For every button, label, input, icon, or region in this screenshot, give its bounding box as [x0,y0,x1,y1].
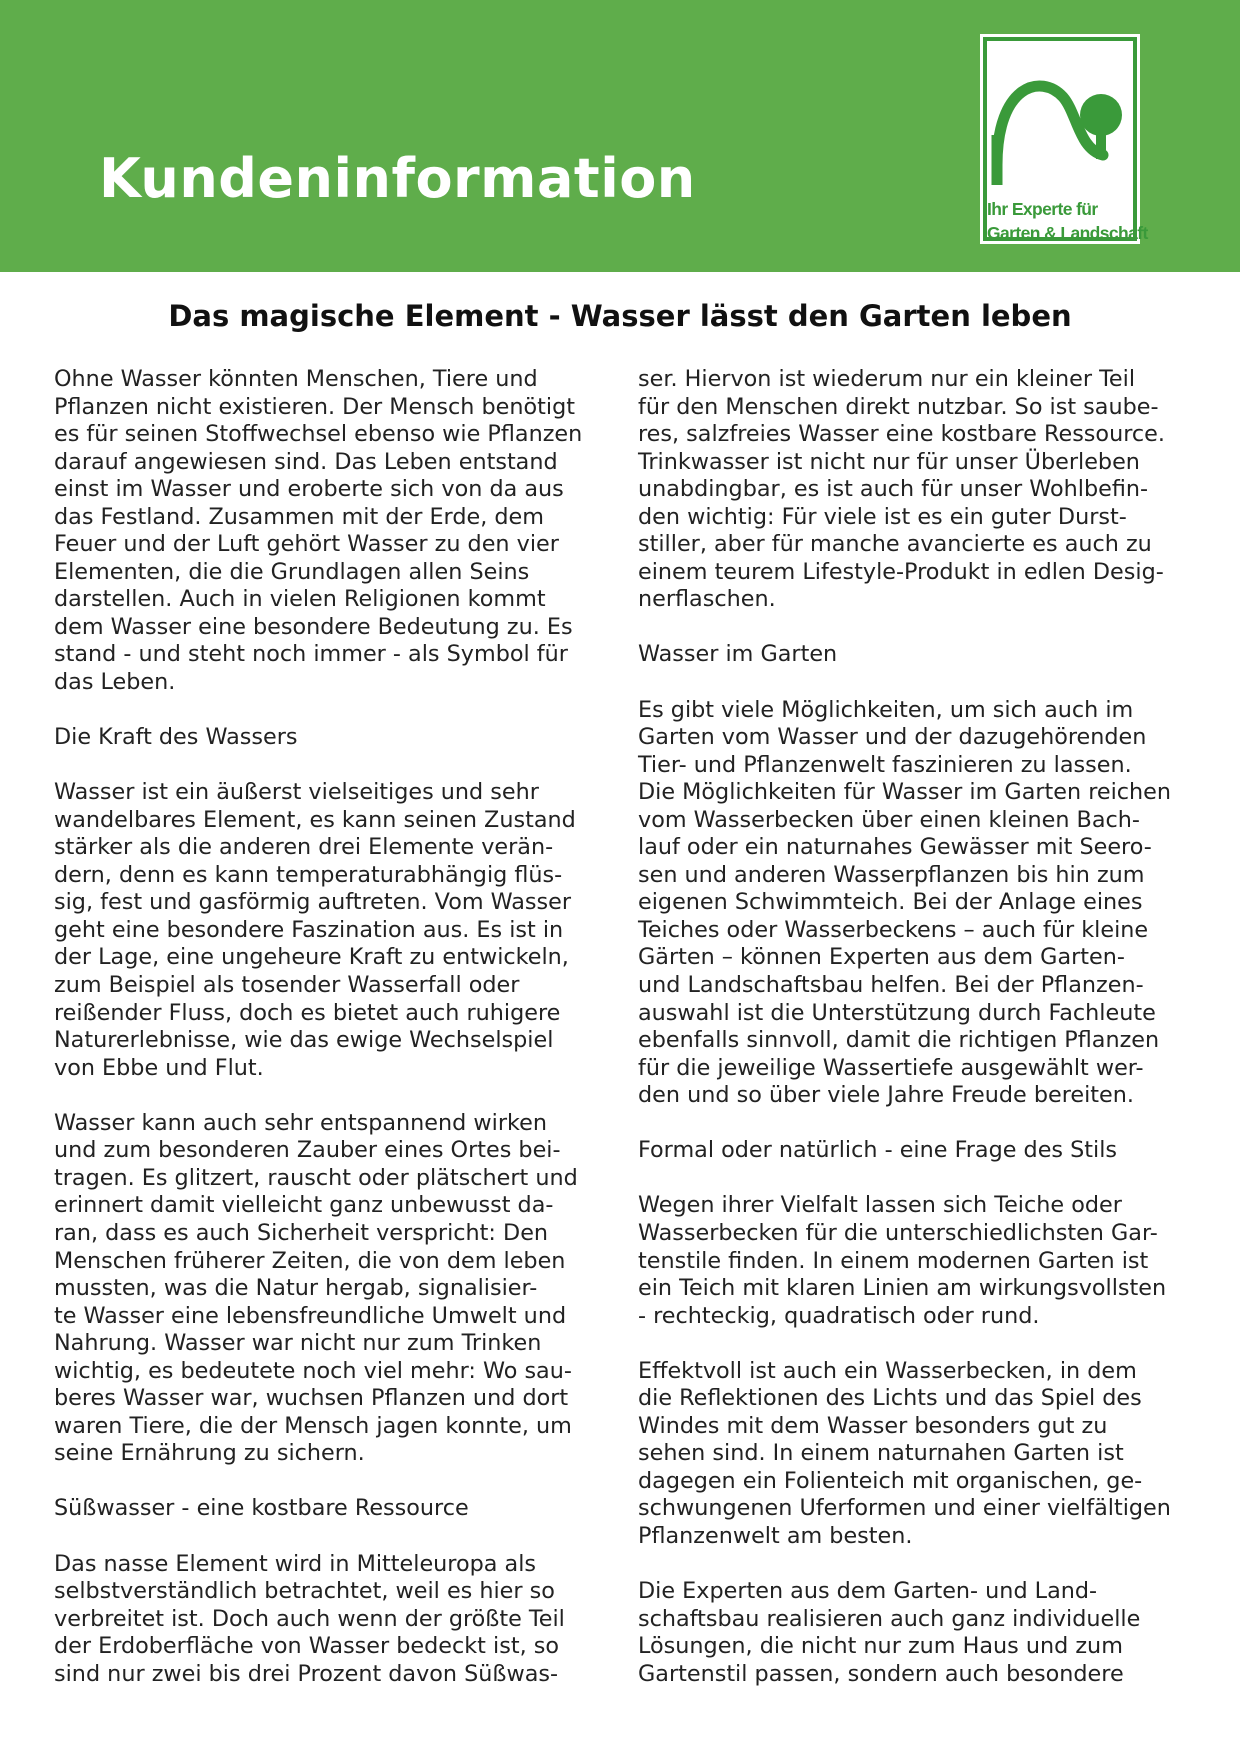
logo-tagline-line2: Garten & Landschaft [987,223,1148,243]
subheading-suesswasser: Süßwasser - eine kostbare Ressource [54,1495,469,1522]
subheading-kraft: Die Kraft des Wassers [54,724,298,751]
article-headline: Das magische Element - Wasser lässt den Garten leben [168,299,1072,333]
logo-frame [983,37,1148,243]
paragraph-garten: Es gibt viele Möglichkeiten, um sich auch im Garten vom Wasser und der dazugehörenden Tier- und Pflanzenwelt faszinieren zu lassen. Die Möglichkeiten für Wasser im Garten reichen vom Wasserbecken über einen kleinen Bach- lauf oder ein naturnahes Gewässer mit Seero- sen und anderen Wasserpflanzen bis hin zum eigenen Schwimmteich. Bei der Anlage eines Teiches oder Wasserbeckens – auch für kleine Gärten – können Experten aus dem Garten- und Landschaftsbau helfen. Bei der Pflanzen- auswahl ist die Unterstützung durch Fachleute ebenfalls sinnvoll, damit die richtigen Pflanzen für die jeweilige Wassertiefe ausgewählt wer- den und so über viele Jahre Freude bereiten. [638,696,1172,1109]
paragraph-suesswasser-cont: ser. Hiervon ist wiederum nur ein kleiner Teil für den Menschen direkt nutzbar. So ist saube- res, salzfreies Wasser eine kostbare Ressource. Trinkwasser ist nicht nur für unser Überleben unabdingbar, es ist auch für unser Wohlbefin- den wichtig: Für viele ist es ein guter Durst- stiller, aber für manche avancierte es auch zu einem teurem Lifestyle-Produkt in edlen Desig- nerflaschen. [638,366,1165,613]
header-band [0,0,1240,272]
subheading-garten: Wasser im Garten [638,641,838,668]
paragraph-kraft: Wasser ist ein äußerst vielseitiges und sehr wandelbares Element, es kann seinen Zustand stärker als die anderen drei Elemente verän- dern, denn es kann temperaturabhängig flüs- sig, fest und gasförmig auftreten. Vom Wasser geht eine besondere Faszination aus. Es ist in der Lage, eine ungeheure Kraft zu entwickeln, zum Beispiel als tosender Wasserfall oder reißender Fluss, doch es bietet auch ruhigere Naturerlebnisse, wie das ewige Wechselspiel von Ebbe und Flut. [54,779,576,1081]
paragraph-effektvoll: Effektvoll ist auch ein Wasserbecken, in dem die Reflektionen des Lichts und das Spiel des Windes mit dem Wasser besonders gut zu sehen sind. In einem naturnahen Garten ist dagegen ein Folienteich mit organischen, ge- schwungenen Uferformen und einer vielfältigen Pflanzenwelt am besten. [638,1357,1171,1549]
paragraph-entspannend: Wasser kann auch sehr entspannend wirken und zum besonderen Zauber eines Ortes bei- tragen. Es glitzert, rauscht oder plätschert und erinnert damit vielleicht ganz unbewusst da- ran, dass es auch Sicherheit verspricht: Den Menschen früherer Zeiten, die von dem leben mussten, was die Natur hergab, signalisier- te Wasser eine lebensfreundliche Umwelt und Nahrung. Wasser war nicht nur zum Trinken wichtig, es bedeutete noch viel mehr: Wo sau- beres Wasser war, wuchsen Pflanzen und dort waren Tiere, die der Mensch jagen konnte, um seine Ernährung zu sichern. [54,1109,578,1467]
left-column [54,366,614,1688]
logo-tagline-line1: Ihr Experte für [987,199,1098,219]
paragraph-stil: Wegen ihrer Vielfalt lassen sich Teiche oder Wasserbecken für die unterschiedlichsten Gar- tenstile finden. In einem modernen Garten ist ein Teich mit klaren Linien am wirkungsvollsten - rechteckig, quadratisch oder rund. [638,1192,1167,1329]
logo-tagline [987,197,1148,245]
subheading-stil: Formal oder natürlich - eine Frage des Stils [638,1137,1118,1164]
gardener-wave-tree-logo-icon [991,45,1137,195]
paragraph-suesswasser: Das nasse Element wird in Mitteleuropa als selbstverständlich betrachtet, weil es hier so verbreitet ist. Doch auch wenn der größte Teil der Erdoberfläche von Wasser bedeckt ist, so sind nur zwei bis drei Prozent davon Süßwas- [54,1550,565,1687]
page-title: Kundeninformation [99,147,696,210]
company-logo [980,34,1148,244]
right-column [638,366,1198,1688]
paragraph-experten: Die Experten aus dem Garten- und Land- schaftsbau realisieren auch ganz individuelle Lösungen, die nicht nur zum Haus und zum Gartenstil passen, sondern auch besondere [638,1578,1141,1687]
paragraph-intro: Ohne Wasser könnten Menschen, Tiere und Pflanzen nicht existieren. Der Mensch benötigt es für seinen Stoffwechsel ebenso wie Pflanzen darauf angewiesen sind. Das Leben entstand einst im Wasser und eroberte sich von da aus das Festland. Zusammen mit der Erde, dem Feuer und der Luft gehört Wasser zu den vier Elementen, die die Grundlagen allen Seins darstellen. Auch in vielen Religionen kommt dem Wasser eine besondere Bedeutung zu. Es stand - und steht noch immer - als Symbol für das Leben. [54,366,583,696]
